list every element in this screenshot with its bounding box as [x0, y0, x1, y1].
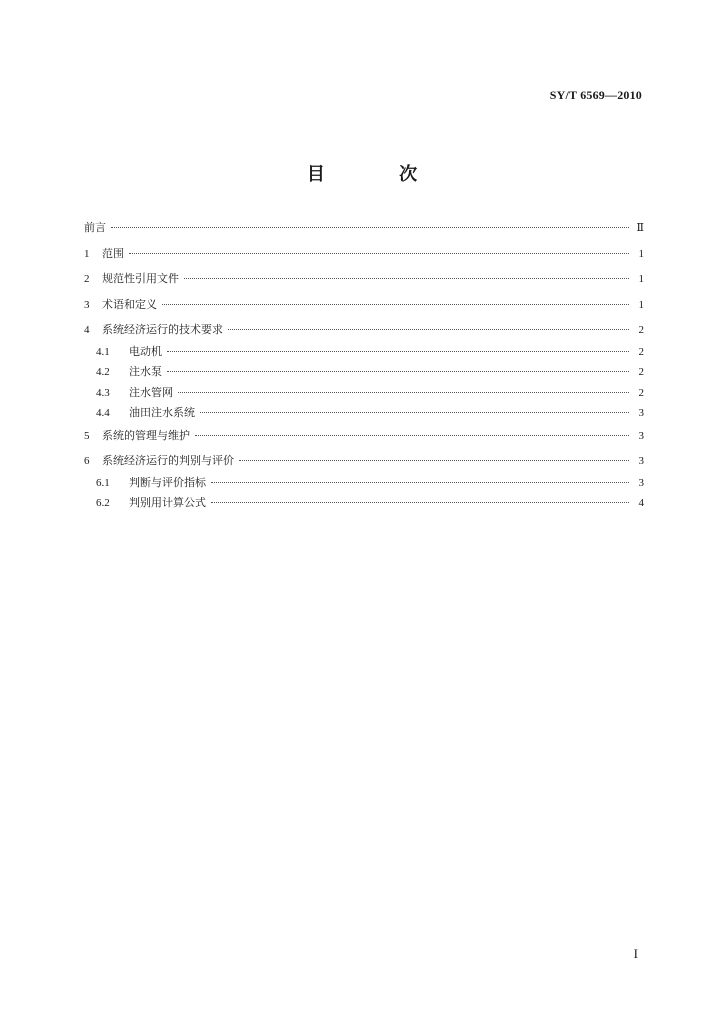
dot-leader: [129, 253, 629, 254]
toc-entry-number: 4: [84, 324, 90, 336]
toc-entry-page: 3: [638, 407, 644, 419]
toc-entry-5[interactable]: [84, 427, 644, 453]
toc-entry-4-3[interactable]: [84, 384, 644, 405]
toc-entry-page: 2: [638, 345, 644, 358]
toc-entry-page: 4: [638, 497, 644, 509]
toc-entry-page: 1: [638, 273, 644, 285]
dot-leader: [162, 304, 629, 305]
document-code: SY/T 6569—2010: [549, 88, 642, 102]
toc-entry-3[interactable]: [84, 296, 644, 322]
toc-entry-page: 3: [638, 476, 644, 489]
toc-entry-label: 油田注水系统: [129, 406, 195, 419]
dot-leader: [200, 412, 629, 413]
toc-entry-number: 6.2: [96, 497, 110, 509]
toc-entry-page: 2: [638, 386, 644, 399]
toc-entry-label: 规范性引用文件: [102, 272, 179, 285]
toc-entry-page: Ⅱ: [636, 222, 644, 234]
toc-entry-page: 1: [638, 298, 644, 311]
toc-entry-number: 1: [84, 247, 90, 260]
dot-leader: [178, 392, 629, 393]
page-title: 目 次: [306, 164, 452, 185]
dot-leader: [167, 351, 629, 352]
table-of-contents: [84, 219, 644, 515]
toc-entry-page: 3: [638, 455, 644, 467]
toc-entry-number: 4.2: [96, 366, 110, 378]
toc-entry-6-2[interactable]: [84, 494, 644, 515]
toc-entry-number: 4.1: [96, 345, 110, 358]
toc-entry-4-4[interactable]: [84, 404, 644, 425]
dot-leader: [167, 371, 629, 372]
dot-leader: [239, 460, 629, 461]
dot-leader: [111, 227, 629, 228]
dot-leader: [184, 278, 629, 279]
toc-entry-page: 2: [638, 324, 644, 336]
toc-entry-number: 6.1: [96, 476, 110, 489]
toc-entry-page: 2: [638, 366, 644, 378]
toc-entry-label: 系统经济运行的技术要求: [102, 323, 223, 336]
dot-leader: [211, 482, 629, 483]
toc-entry-label: 注水管网: [129, 385, 173, 399]
toc-entry-page: 1: [638, 247, 644, 260]
toc-entry-2[interactable]: [84, 270, 644, 296]
toc-entry-4-1[interactable]: [84, 343, 644, 364]
toc-entry-number: 4.3: [96, 386, 110, 399]
toc-entry-4-2[interactable]: [84, 363, 644, 384]
toc-entry-number: 4.4: [96, 407, 110, 419]
dot-leader: [195, 435, 629, 436]
toc-entry-label: 注水泵: [129, 365, 162, 378]
toc-entry-preface[interactable]: [84, 219, 644, 245]
toc-entry-label: 术语和定义: [102, 297, 157, 311]
toc-entry-label: 判断与评价指标: [129, 475, 206, 489]
toc-entry-label: 电动机: [129, 344, 162, 358]
toc-entry-number: 2: [84, 273, 90, 285]
toc-entry-number: 6: [84, 455, 90, 467]
toc-entry-label: 系统经济运行的判别与评价: [102, 454, 234, 467]
toc-entry-label: 范围: [102, 246, 124, 260]
toc-entry-label: 前言: [84, 221, 106, 234]
toc-entry-page: 3: [638, 429, 644, 442]
dot-leader: [228, 329, 629, 330]
toc-entry-6-1[interactable]: [84, 474, 644, 495]
toc-entry-label: 判别用计算公式: [129, 496, 206, 509]
toc-entry-1[interactable]: [84, 245, 644, 271]
page-number: I: [633, 946, 638, 961]
toc-entry-label: 系统的管理与维护: [102, 428, 190, 442]
dot-leader: [211, 502, 629, 503]
toc-entry-number: 5: [84, 429, 90, 442]
toc-entry-number: 3: [84, 298, 90, 311]
